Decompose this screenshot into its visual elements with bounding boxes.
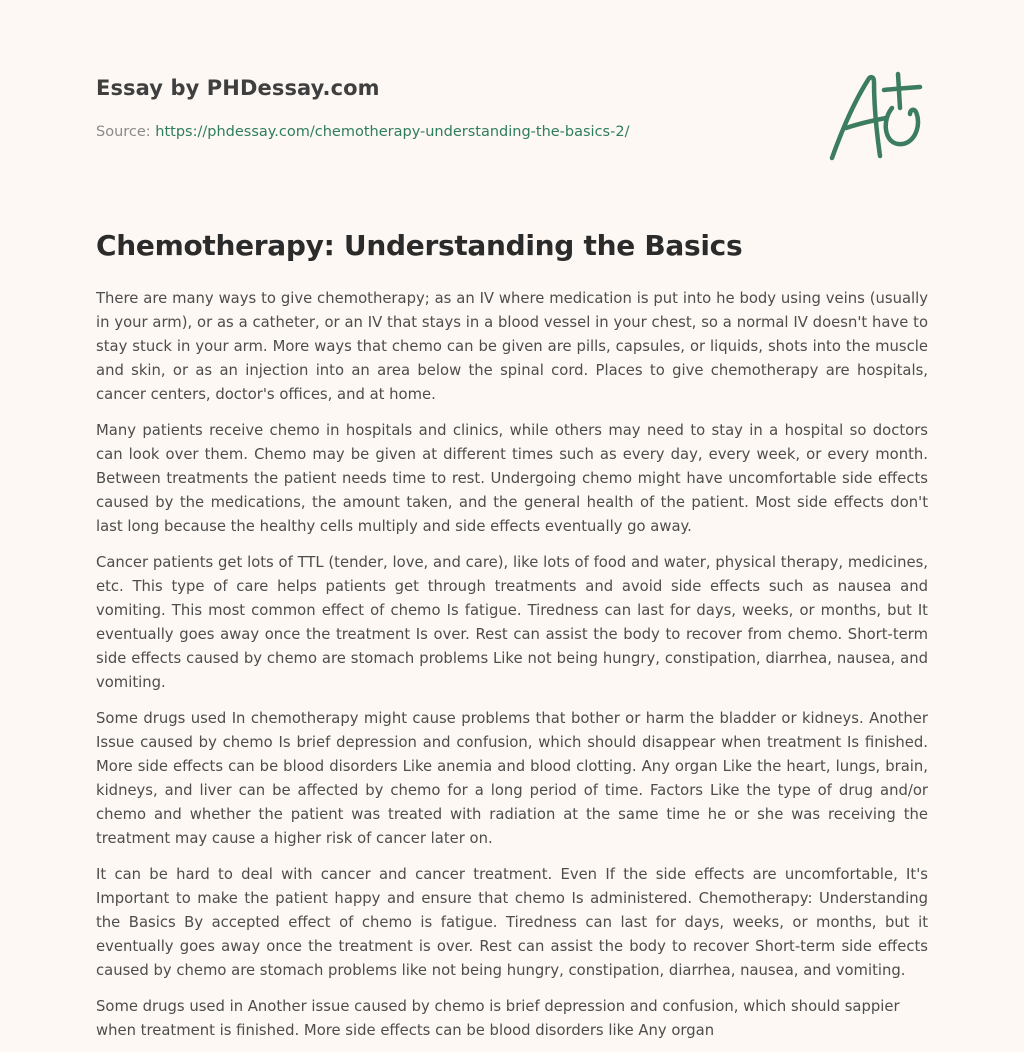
essay-paragraph: Many patients receive chemo in hospitals and clinics, while others may need to stay in a hospital so doctors can look over them. Chemo may be given at different times such as every day, every week, or every month. Between treatments the patient needs time to rest. Undergoing chemo might have uncomfortable side effects caused by the medications, the amount taken, and the general health of the patient. Most side effects don't last long because the healthy cells multiply and side effects eventually go away. bbox=[96, 422, 928, 535]
page-header bbox=[96, 0, 928, 190]
essay-paragraph: Some drugs used In chemotherapy might cause problems that bother or harm the bladder or kidneys. Another Issue caused by chemo Is brief depression and confusion, which should disappear when treatment Is finished. More side effects can be blood disorders Like anemia and blood clotting. Any organ Like the heart, lungs, brain, kidneys, and liver can be affected by chemo for a long period of time. Factors Like the type of drug and/or chemo and whether the patient was treated with radiation at the same time he or she was receiving the treatment may cause a higher risk of cancer later on. bbox=[96, 710, 928, 847]
source-link[interactable]: https://phdessay.com/chemotherapy-understanding-the-basics-2/ bbox=[155, 124, 630, 140]
brand-title: Essay by PHDessay.com bbox=[96, 76, 380, 100]
a-plus-grade-icon bbox=[824, 68, 928, 164]
essay-paragraph: It can be hard to deal with cancer and cancer treatment. Even If the side effects are uncomfortable, It's Important to make the patient happy and ensure that chemo Is administered. Chemotherapy: Understanding the Basics By accepted effect of chemo is fatigue. Tiredness can last for days, weeks, or months, but it eventually goes away once the treatment is over. Rest can assist the body to recover Short-term side effects caused by chemo are stomach problems like not being hungry, constipation, diarrhea, nausea, and vomiting. bbox=[96, 866, 928, 979]
source-line bbox=[96, 124, 629, 140]
essay-paragraph: There are many ways to give chemotherapy; as an IV where medication is put into he body using veins (usually in your arm), or as a catheter, or an IV that stays in a blood vessel in your chest, so a normal IV doesn't have to stay stuck in your arm. More ways that chemo can be given are pills, capsules, or liquids, shots into the muscle and skin, or as an injection into an area below the spinal cord. Places to give chemotherapy are hospitals, cancer centers, doctor's offices, and at home. bbox=[96, 290, 928, 403]
source-label: Source: bbox=[96, 124, 151, 140]
essay-paragraph: Cancer patients get lots of TTL (tender, love, and care), like lots of food and water, physical therapy, medicines, etc. This type of care helps patients get through treatments and avoid side effects such as nausea and vomiting. This most common effect of chemo Is fatigue. Tiredness can last for days, weeks, or months, but It eventually goes away once the treatment Is over. Rest can assist the body to recover from chemo. Short-term side effects caused by chemo are stomach problems Like not being hungry, constipation, diarrhea, nausea, and vomiting. bbox=[96, 554, 928, 691]
essay-title: Chemotherapy: Understanding the Basics bbox=[96, 229, 743, 262]
essay-paragraph: Some drugs used in Another issue caused by chemo is brief depression and confusion, which should sappier when treatment is finished. More side effects can be blood disorders like Any organ bbox=[96, 998, 900, 1039]
essay-body bbox=[96, 287, 928, 1043]
